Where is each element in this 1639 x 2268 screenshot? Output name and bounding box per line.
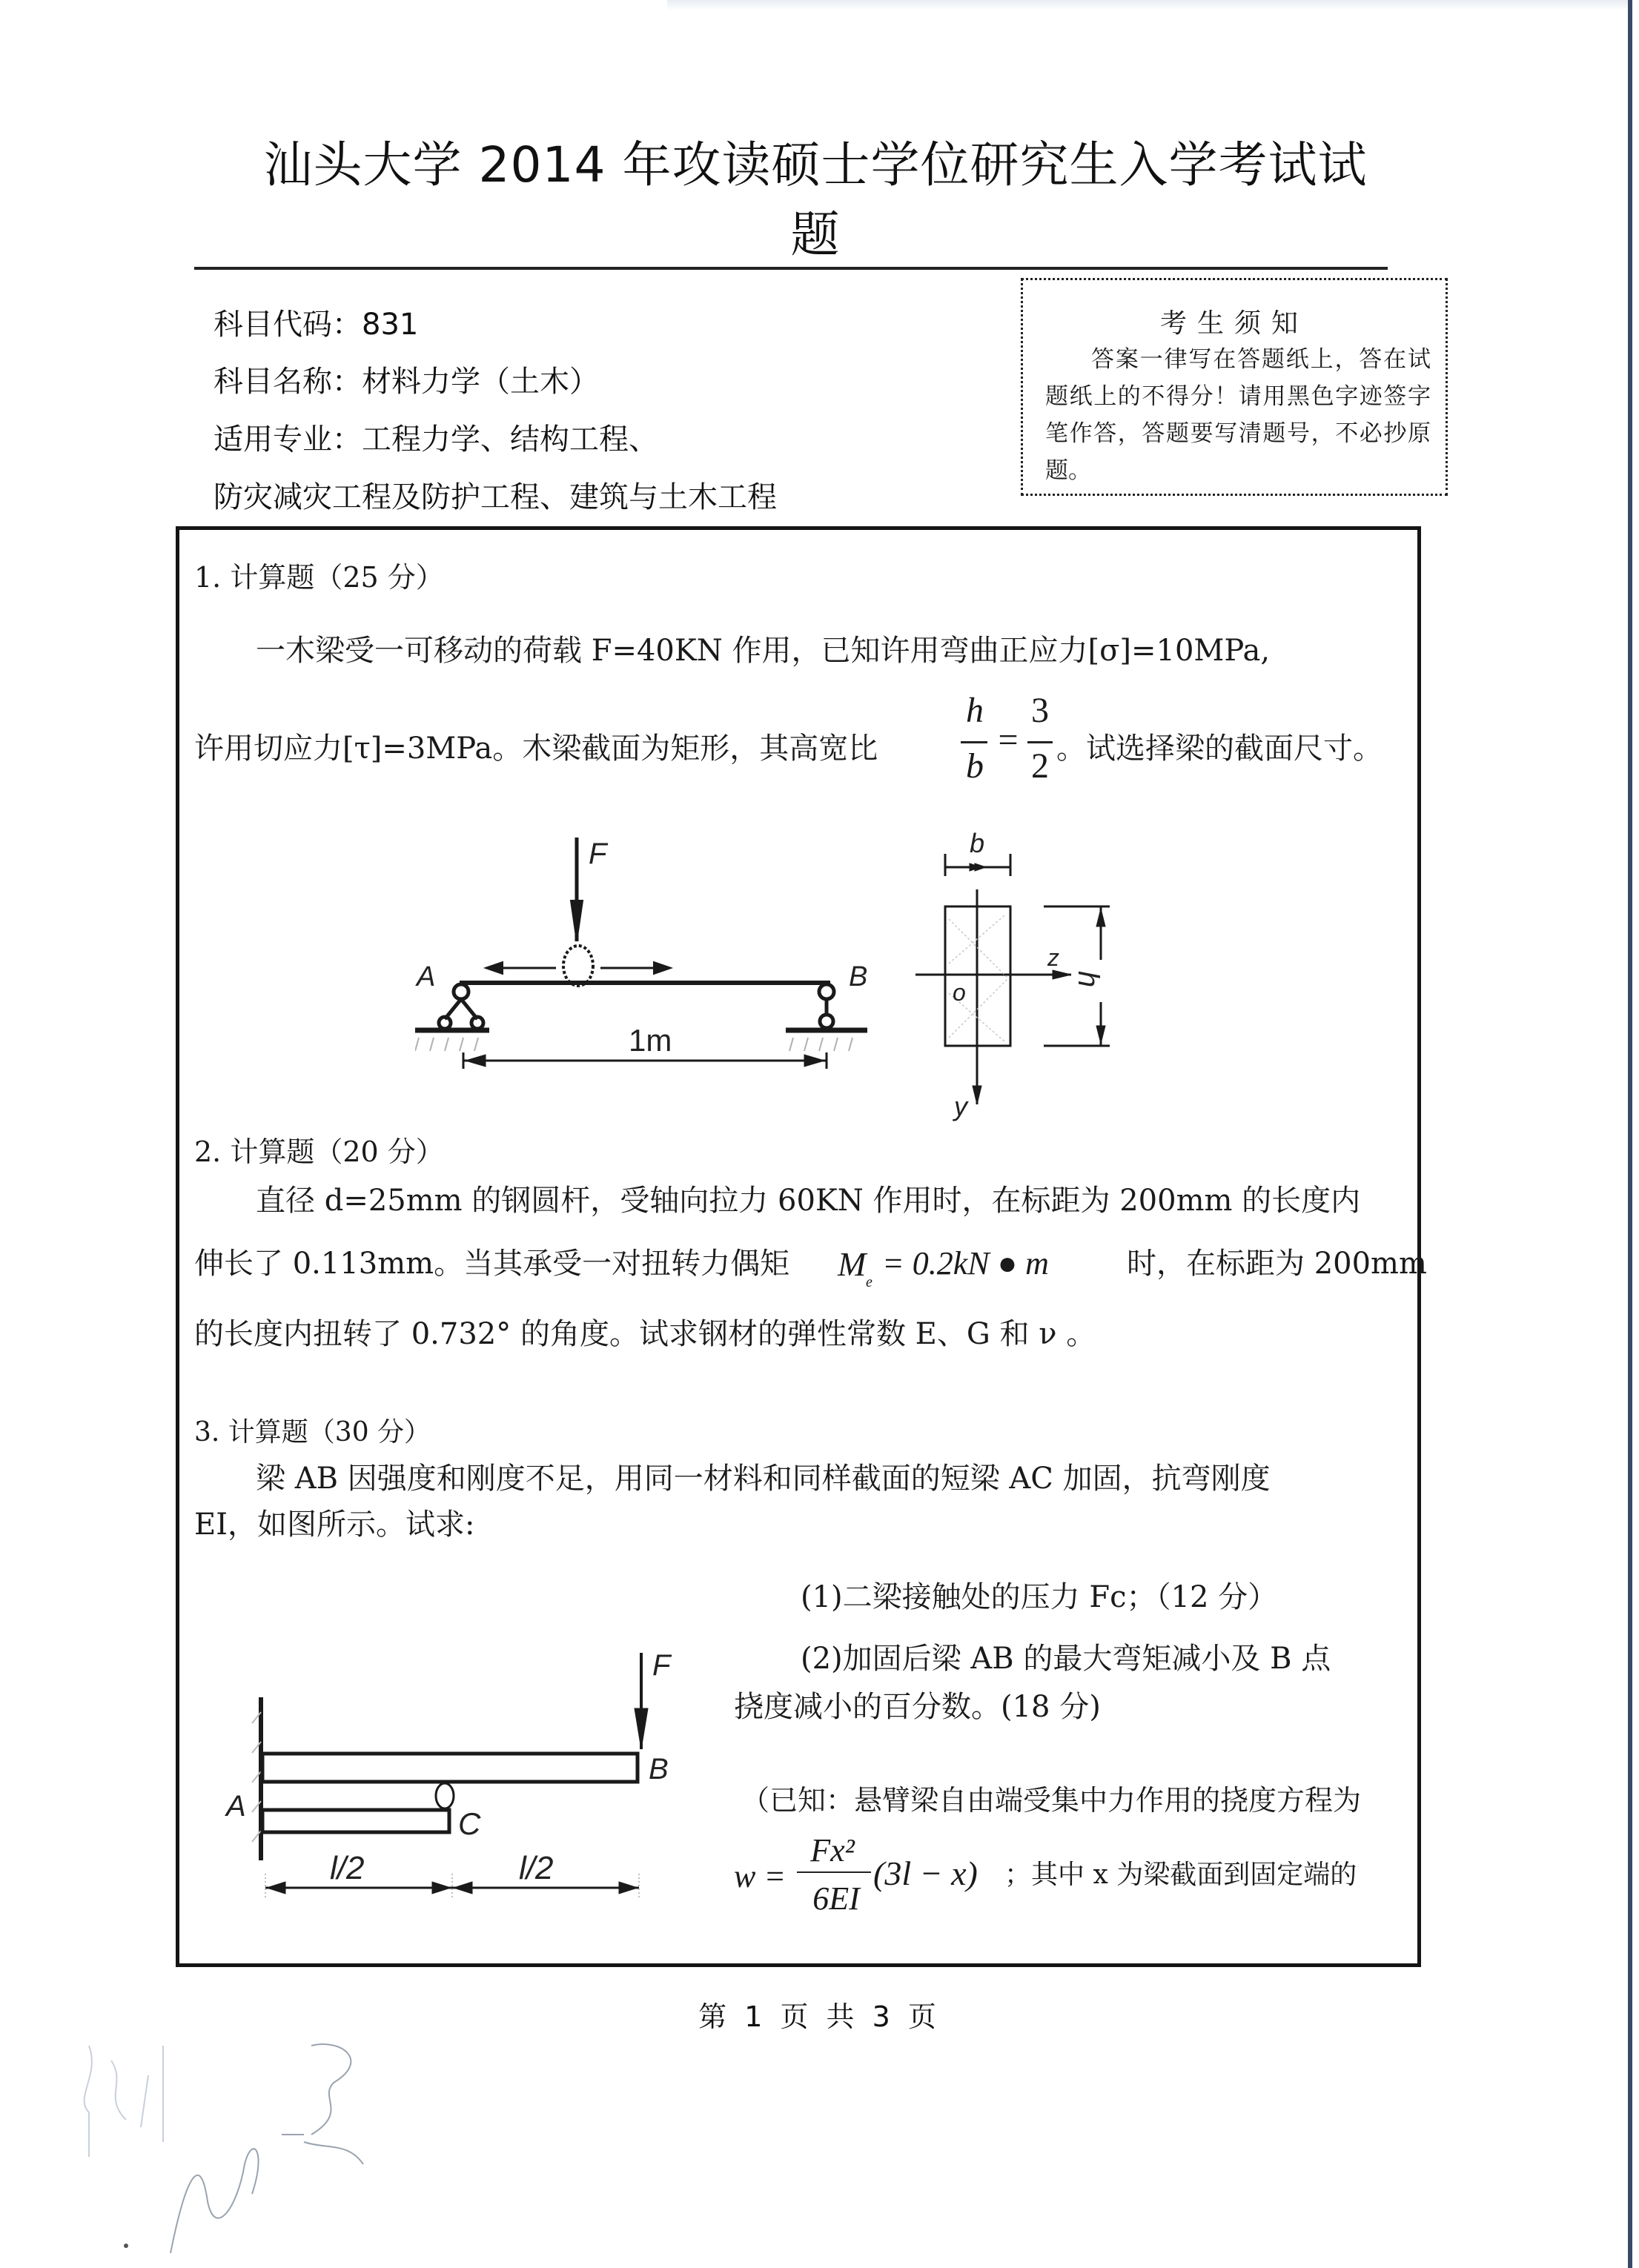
q1-beam-figure	[415, 830, 904, 1075]
title-divider	[194, 267, 1388, 270]
q3-part2-line1: (2)加固后梁 AB 的最大弯矩减小及 B 点	[801, 1642, 1331, 1676]
ratio-den-2: 2	[1031, 746, 1049, 786]
q2-text-line3: 的长度内扭转了 0.732° 的角度。试求钢材的弹性常数 E、G 和 ν 。	[194, 1317, 1096, 1351]
fixed-end-label: A	[226, 1790, 246, 1823]
q1-text-line2-end: 。试选择梁的截面尺寸。	[1056, 732, 1383, 766]
support-b-label: B	[849, 961, 868, 992]
exam-title: 汕头大学 2014 年攻读硕士学位研究生入学考试试	[263, 136, 1368, 193]
ratio-num-h: h	[966, 691, 984, 730]
width-label: b	[970, 830, 985, 858]
move-left-arrow	[486, 962, 503, 974]
span-label: 1m	[629, 1023, 672, 1058]
q1-section-figure	[908, 830, 1130, 1127]
formula-numerator: Fx²	[810, 1832, 855, 1869]
formula-lhs: w =	[734, 1858, 787, 1894]
ratio-bar-left	[961, 741, 987, 743]
free-end-label: B	[649, 1753, 669, 1785]
ratio-bar-right	[1027, 741, 1053, 743]
q3-part1: (1)二梁接触处的压力 Fc；（12 分）	[801, 1580, 1278, 1614]
dim-arrow-left	[466, 1055, 486, 1067]
y-axis-label: y	[954, 1091, 967, 1121]
scan-edge-line	[1628, 0, 1632, 2268]
moment-subscript: e	[866, 1274, 873, 1290]
exam-title-continued: 题	[790, 206, 841, 263]
q2-heading: 2. 计算题（20 分）	[194, 1135, 444, 1168]
support-a-roller-2	[471, 1017, 483, 1029]
notice-body: 答案一律写在答题纸上，答在试题纸上的不得分！请用黑色字迹签字笔作答，答题要写清题号，不必抄原题。	[1045, 346, 1431, 484]
q1-text-line2-start: 许用切应力[τ]=3MPa。木梁截面为矩形，其高宽比	[194, 732, 878, 766]
q2-text-line2-start: 伸长了 0.113mm。当其承受一对扭转力偶矩	[194, 1247, 790, 1281]
formula-denominator: 6EI	[812, 1880, 860, 1917]
load-arrow-head	[635, 1708, 648, 1749]
moment-symbol: M	[838, 1245, 867, 1283]
applicable-majors: 适用专业：工程力学、结构工程、	[213, 422, 658, 457]
pin-a	[454, 984, 468, 999]
beam-ab	[262, 1754, 638, 1782]
ratio-den-b: b	[966, 746, 984, 786]
scan-artifact-top	[667, 0, 1631, 10]
support-a-label: A	[417, 961, 436, 992]
pin-b	[819, 984, 834, 999]
moment-value: = 0.2kN ● m	[882, 1245, 1049, 1281]
applicable-majors-continued: 防灾减灾工程及防护工程、建筑与土木工程	[213, 480, 777, 514]
notice-title: 考生须知	[1159, 308, 1308, 339]
q1-heading: 1. 计算题（25 分）	[194, 561, 444, 594]
z-axis-label: z	[1047, 944, 1059, 971]
handwritten-signature	[59, 2016, 445, 2253]
load-arrow-head	[571, 901, 583, 941]
ink-dot	[124, 2244, 128, 2248]
height-label: h	[1072, 971, 1105, 988]
ratio-num-3: 3	[1031, 691, 1049, 730]
formula-rest: (3l − x)	[873, 1854, 978, 1892]
dim-label-left: l/2	[330, 1850, 365, 1886]
load-label: F	[652, 1649, 671, 1682]
beam-ac	[262, 1810, 449, 1832]
q3-cantilever-figure	[200, 1638, 719, 1920]
q1-text-line1: 一木梁受一可移动的荷载 F=40KN 作用，已知许用弯曲正应力[σ]=10MPa,	[256, 634, 1271, 668]
q3-text-line1: 梁 AB 因强度和刚度不足，用同一材料和同样截面的短梁 AC 加固，抗弯刚度	[256, 1462, 1271, 1496]
formula-bar	[797, 1871, 871, 1873]
subject-code: 科目代码：831	[213, 308, 419, 342]
load-label: F	[589, 838, 607, 870]
q2-text-line1: 直径 d=25mm 的钢圆杆，受轴向拉力 60KN 作用时，在标距为 200mm 的长度内	[256, 1184, 1361, 1218]
q3-heading: 3. 计算题（30 分）	[194, 1417, 431, 1448]
ratio-equals: =	[998, 720, 1019, 760]
move-right-arrow	[654, 962, 671, 974]
contact-roller	[436, 1783, 454, 1808]
support-b-roller	[820, 1015, 833, 1028]
q3-part2-line2: 挠度减小的百分数。(18 分)	[734, 1690, 1101, 1724]
origin-label: o	[953, 979, 966, 1006]
z-axis-arrow	[1053, 970, 1071, 979]
subject-name: 科目名称：材料力学（土木）	[213, 365, 599, 399]
q2-text-line2-end: 时，在标距为 200mm	[1127, 1247, 1427, 1281]
support-a-roller-1	[439, 1017, 451, 1029]
dim-label-right: l/2	[519, 1850, 554, 1886]
moving-load-roller	[563, 946, 593, 986]
q3-text-line2: EI，如图所示。试求:	[194, 1508, 475, 1542]
contact-label: C	[458, 1806, 481, 1841]
y-axis-arrow	[973, 1086, 981, 1104]
q3-given-line1: （已知：悬臂梁自由端受集中力作用的挠度方程为	[741, 1784, 1362, 1817]
q3-given-line2: ；其中 x 为梁截面到固定端的	[1004, 1860, 1357, 1890]
candidate-notice-box	[1021, 278, 1448, 496]
dim-arrow-right	[804, 1055, 824, 1067]
page-indicator: 第 1 页 共 3 页	[698, 2000, 941, 2033]
